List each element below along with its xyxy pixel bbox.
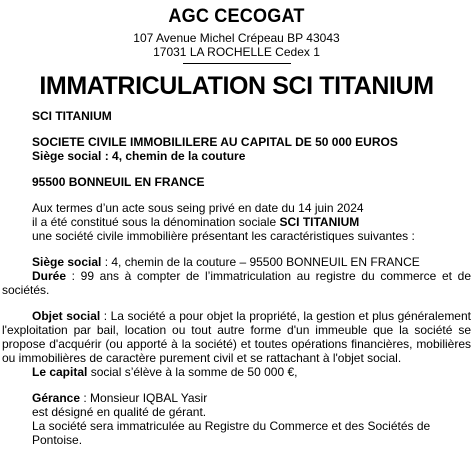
duree-label: Durée	[32, 269, 67, 283]
company-city: 95500 BONNEUIL EN FRANCE	[32, 175, 205, 189]
agency-name: AGC CECOGAT	[168, 6, 305, 27]
acte-company-name: SCI TITANIUM	[279, 215, 360, 229]
gerance-line2: est désigné en qualité de gérant.	[32, 405, 207, 419]
duree-section	[2, 269, 471, 297]
gerance-value: : Monsieur IQBAL Yasir	[80, 391, 208, 405]
duree-value: : 99 ans à compter de l’immatriculation au registre du commerce et de sociétés.	[2, 269, 471, 297]
gerance-label: Gérance	[32, 391, 81, 405]
company-siege: Siège social : 4, chemin de la couture	[32, 149, 246, 163]
agency-address-line1: 107 Avenue Michel Crépeau BP 43043	[133, 31, 340, 45]
agency-header	[2, 6, 471, 64]
header-divider	[183, 63, 291, 64]
notice-title: IMMATRICULATION SCI TITANIUM	[39, 72, 434, 100]
capital-label: Le capital	[32, 365, 88, 379]
gerance-section	[2, 391, 471, 405]
company-form-capital: SOCIETE CIVILE IMMOBILILERE AU CAPITAL DE 50 000 EUROS	[32, 135, 398, 149]
objet-section	[2, 309, 471, 365]
company-name: SCI TITANIUM	[32, 109, 112, 123]
acte-line2-prefix: il a été constitué sous la dénomination sociale	[32, 215, 280, 229]
acte-line3: une société civile immobilière présentant les caractéristiques suivantes :	[32, 229, 415, 243]
capital-value: social s’élève à la somme de 50 000 €,	[87, 365, 298, 379]
objet-label: Objet social	[32, 309, 101, 323]
siege-label: Siège social	[32, 255, 102, 269]
gerance-line3: La société sera immatriculée au Registre du Commerce et des Sociétés de Pontoise.	[32, 419, 431, 447]
agency-address-line2: 17031 LA ROCHELLE Cedex 1	[153, 45, 320, 59]
acte-line2	[2, 215, 471, 229]
acte-line1: Aux termes d’un acte sous seing privé en date du 14 juin 2024	[32, 201, 364, 215]
siege-section	[2, 255, 471, 269]
siege-value: : 4, chemin de la couture – 95500 BONNEUIL EN FRANCE	[101, 255, 420, 269]
capital-section	[2, 365, 471, 379]
objet-value: : La société a pour objet la propriété, la gestion et plus généralement l'exploitation par bail, location ou tout autre forme d'un immeuble que la société se propose d'acquérir (ou apporté à la société) et toutes opérations financières, mobilières ou immobilières de caractère purement civil et se rattachant à l'objet social.	[2, 309, 471, 365]
